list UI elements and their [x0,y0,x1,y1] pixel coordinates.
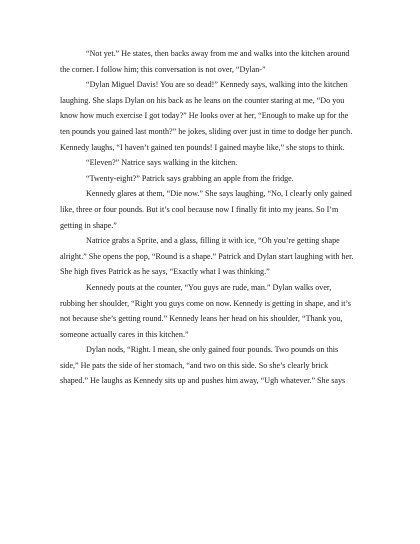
text-line: Dylan nods, “Right. I mean, she only gained four pounds. Two pounds on this [86,345,339,355]
text-line: someone actually cares in this kitchen.” [60,329,189,339]
text-line: “Dylan Miguel Davis! You are so dead!” Kennedy says, walking into the kitchen [86,80,348,90]
text-line: rubbing her shoulder, “Right you guys come on now. Kennedy is getting in shape, and it’s [60,298,351,308]
text-line: not because she’s getting round.” Kennedy leans her head on his shoulder, “Thank you, [60,314,343,324]
text-line: “Not yet.” He states, then backs away from me and walks into the kitchen around [86,49,350,58]
text-line: “Eleven?” Natrice says walking in the kitchen. [86,158,238,168]
text-line: like, three or four pounds. But it’s cool because now I finally fit into my jeans. So I’m [60,204,339,214]
text-line: Natrice grabs a Sprite, and a glass, filling it with ice, “Oh you’re getting shape [86,236,340,246]
text-line: Kennedy laughs, “I haven’t gained ten pounds! I gained maybe like,” she stops to think. [60,142,345,152]
text-line: ten pounds you gained last month?” he jokes, sliding over just in time to dodge her punch. [60,126,353,136]
text-line: Kennedy pouts at the counter, “You guys are rude, man.” Dylan walks over, [86,282,332,292]
text-line: getting in shape.” [60,220,117,230]
manuscript-text [60,46,359,389]
text-line: Kennedy glares at them, “Die now.” She says laughing, “No, I clearly only gained [86,189,352,199]
text-line: laughing. She slaps Dylan on his back as he leans on the counter staring at me, “Do you [60,95,345,105]
text-line: shaped.” He laughs as Kennedy sits up and pushes him away, “Ugh whatever.” She says [60,376,346,386]
text-line: alright.” She opens the pop, “Round is a shape.” Patrick and Dylan start laughing with her. [60,251,354,261]
text-line: the corner. I follow him; this conversation is not over, “Dylan-” [60,64,266,74]
text-line: know how much exercise I got today?” He looks over at her, “Enough to make up for the [60,111,349,121]
text-line: She high fives Patrick as he says, “Exactly what I was thinking.” [60,267,270,277]
text-line: side,” He pats the side of her stomach, “and two on this side. So she’s clearly brick [60,360,329,370]
text-line: “Twenty-eight?” Patrick says grabbing an apple from the fridge. [86,173,294,183]
